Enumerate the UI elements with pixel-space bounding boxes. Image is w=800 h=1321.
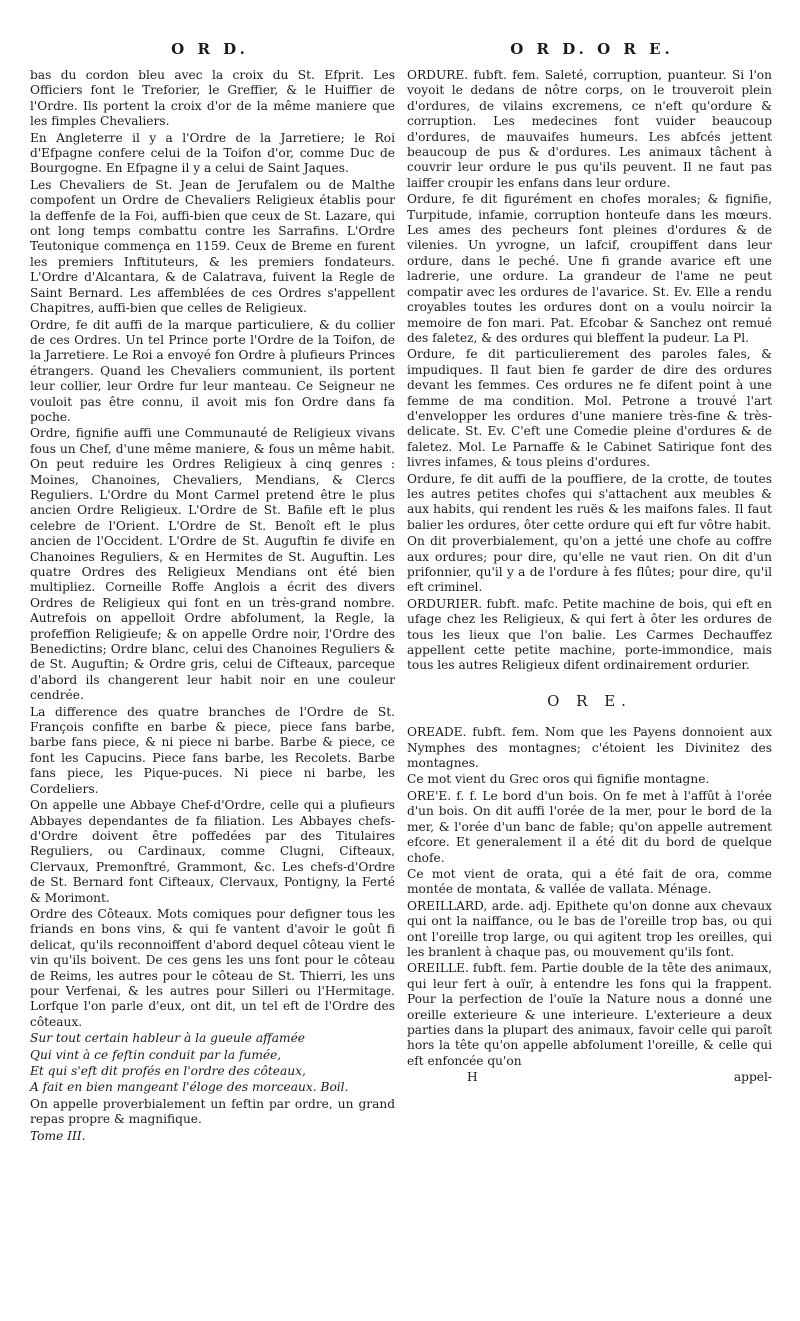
paragraph: ORE'E. f. f. Le bord d'un bois. On fe met à l'affût à l'orée d'un bois. On dit auffi l'orée de la mer, pour le bord de la mer, & l'orée d'un banc de fable; qu'on appelle autrement efcore. Et generalement il a été dit du bord de quelque chofe. xyxy=(407,788,772,865)
paragraph: Ordure, fe dit figurément en chofes morales; & fignifie, Turpitude, infamie, corruption honteufe dans les mœurs. Les ames des pecheurs font pleines d'ordures & de vilenies. Un yvrogne, un lafcif, croupiffent dans leur ordure, dans le peché. Une fi grande avarice eft une ladrerie, une ordure. La grandeur de l'ame ne peut compatir avec les ordures de l'avarice. St. Ev. Elle a rendu croyables toutes les ordures dont on a voulu noircir la memoire de fon mari. Pat. Efcobar & Sanchez ont remué des faletez, & des ordures qui bleffent la pudeur. La Pl. xyxy=(407,192,772,345)
paragraph: Ce mot vient du Grec oros qui fignifie montagne. xyxy=(407,772,710,787)
paragraph: Ordre, fe dit auffi de la marque particuliere, & du collier de ces Ordres. Un tel Prince porte l'Ordre de la Toifon, de la Jarretiere. Le Roi a envoyé fon Ordre à plufieurs Princes étrangers. Quand les Chevaliers communient, ils portent leur collier, leur Ordre fur leur manteau. Ce Seigneur ne vouloit pas être connu, il avoit mis fon Ordre dans fa poche. xyxy=(30,317,395,424)
signature-mark: H xyxy=(467,1070,478,1085)
paragraph: Ordure, fe dit auffi de la pouffiere, de la crotte, de toutes les autres petites chofes qui s'attachent aux meubles & aux habits, qui rendent les ruës & les maifons fales. Il faut balier les ordures, ôter cette ordure qui eft fur vôtre habit. xyxy=(407,471,772,532)
paragraph: Ordure, fe dit particulierement des paroles fales, & impudiques. Il faut bien fe garder de dire des ordures devant les femmes. Ces ordures ne fe difent point à une femme de ma condition. Mol. Petrone a trouvé l'art d'envelopper les ordures d'une maniere très-fine & très-delicate. St. Ev. C'eft une Comedie pleine d'ordures & de faletez. Mol. Le Parnaffe & le Cabinet Satirique font des livres infames, & tous pleins d'ordures. xyxy=(407,347,772,470)
running-headers xyxy=(30,40,772,68)
paragraph: Les Chevaliers de St. Jean de Jerufalem ou de Malthe compofent un Ordre de Chevaliers Religieux établis pour la deffenfe de la Foi, auffi-bien que ceux de St. Lazare, qui ont long temps combattu contre les Sarrafins. L'Ordre Teutonique commença en 1159. Ceux de Breme en furent les premiers Inftituteurs, & les premiers fondateurs. L'Ordre d'Alcantara, & de Calatrava, fuivent la Regle de Saint Bernard. Les affemblées de ces Ordres s'appellent Chapitres, auffi-bien que celles de Religieux. xyxy=(30,177,395,316)
paragraph: OREADE. fubft. fem. Nom que les Payens donnoient aux Nymphes des montagnes; c'étoient les Divinitez des montagnes. xyxy=(407,725,772,771)
verse-line: Sur tout certain hableur à la gueule affamée xyxy=(30,1031,306,1046)
left-column xyxy=(30,68,395,1144)
paragraph: La difference des quatre branches de l'Ordre de St. François confifte en barbe & piece, piece fans barbe, barbe fans piece, & ni piece ni barbe. Barbe & piece, ce font les Capucins. Piece fans barbe, les Recolets. Barbe fans piece, les Pique-puces. Ni piece ni barbe, les Cordeliers. xyxy=(30,704,395,796)
catchword: appel- xyxy=(733,1070,772,1085)
left-footer xyxy=(30,1129,395,1144)
left-running-head: O R D. xyxy=(171,40,249,58)
verse-line: Et qui s'eft dit profés en l'ordre des côteaux, xyxy=(30,1064,306,1078)
paragraph: On appelle proverbialement un feftin par ordre, un grand repas propre & magnifique. xyxy=(30,1096,395,1127)
volume-label: Tome III. xyxy=(30,1128,86,1143)
paragraph: bas du cordon bleu avec la croix du St. Efprit. Les Officiers font le Treforier, le Greffier, & le Huiffier de l'Ordre. Ils portent la croix d'or de la même maniere que les fimples Chevaliers. xyxy=(30,68,395,129)
two-columns xyxy=(30,68,772,1144)
right-column xyxy=(407,68,772,1144)
paragraph: OREILLARD, arde. adj. Epithete qu'on donne aux chevaux qui ont la naiffance, ou le bas de l'oreille trop bas, ou qui ont l'oreille trop large, ou qui agitent trop les oreilles, qui les branlent à chaque pas, ou mouvement qu'ils font. xyxy=(407,898,772,959)
paragraph: Ordre des Côteaux. Mots comiques pour defigner tous les friands en bons vins, & qui fe vantent d'avoir le goût fi delicat, qu'ils reconnoiffent d'abord dequel côteau vient le vin qu'ils boivent. De ces gens les uns font pour le côteau de Reims, les autres pour le côteau de St. Thierri, les uns pour Verfenai, & les autres pour Silleri ou l'Hermitage. Lorfque l'on parle d'eux, ont dit, un tel eft de l'Ordre des côteaux. xyxy=(30,906,395,1029)
verse-line: Qui vint à ce feftin conduit par la fumée, xyxy=(30,1047,282,1062)
verse-quote xyxy=(30,1031,395,1096)
verse-line: A fait en bien mangeant l'éloge des morceaux. Boil. xyxy=(30,1080,349,1095)
paragraph: Ordre, fignifie auffi une Communauté de Religieux vivans fous un Chef, d'une même maniere, & fous un même habit. On peut reduire les Ordres Religieux à cinq genres : Moines, Chanoines, Chevaliers, Mendians, & Clercs Reguliers. L'Ordre du Mont Carmel pretend être le plus ancien Ordre Religieux. L'Ordre de St. Bafile eft le plus celebre de l'Orient. L'Ordre de St. Benoît eft le plus ancien de l'Occident. L'Ordre de St. Auguftin fe divife en Chanoines Reguliers, & en Hermites de St. Auguftin. Les quatre Ordres des Religieux Mendians ont été bien multipliez. Corneille Roffe Anglois a écrit des divers Ordres de Religieux qui font en un très-grand nombre. Autrefois on appelloit Ordre abfolument, la Regle, la profeffion Religieufe; & on appelle Ordre noir, l'Ordre des Benedictins; Ordre blanc, celui des Chanoines Reguliers & de St. Auguftin; & Ordre gris, celui de Cifteaux, parceque d'abord ils changerent leur habit noir en une couleur cendrée. xyxy=(30,426,395,703)
paragraph: ORDURIER. fubft. mafc. Petite machine de bois, qui eft en ufage chez les Religieux, & qui fert à ôter les ordures de tous les lieux que l'on balie. Les Carmes Dechauffez appellent cette petite machine, porte-immondice, mais tous les autres Religieux difent ordinairement ordurier. xyxy=(407,596,772,673)
paragraph: On dit proverbialement, qu'on a jetté une chofe au coffre aux ordures; pour dire, qu'elle ne vaut rien. On dit d'un prifonnier, qu'il y a de l'ordure à fes flûtes; pour dire, qu'il eft criminel. xyxy=(407,534,772,595)
paragraph: En Angleterre il y a l'Ordre de la Jarretiere; le Roi d'Efpagne confere celui de la Toifon d'or, comme Duc de Bourgogne. En Efpagne il y a celui de Saint Jaques. xyxy=(30,130,395,176)
paragraph: ORDURE. fubft. fem. Saleté, corruption, puanteur. Si l'on voyoit le dedans de nôtre corps, on le trouveroit plein d'ordures, de vilains excremens, ce n'eft qu'ordure & corruption. Les medecines font vuider beaucoup d'ordures, de mauvaifes humeurs. Les abfcés jettent beaucoup de pus & d'ordures. Les animaux tâchent à couvrir leur ordure le pus qu'ils peuvent. Il ne faut pas laiffer croupir les enfans dans leur ordure. xyxy=(407,68,772,190)
paragraph: Ce mot vient de orata, qui a été fait de ora, comme montée de montata, & vallée de vallata. Ménage. xyxy=(407,866,772,897)
section-heading: O R E. xyxy=(547,691,632,710)
right-running-head: O R D. O R E. xyxy=(510,40,674,58)
right-footer xyxy=(407,1070,772,1085)
paragraph: OREILLE. fubft. fem. Partie double de la tête des animaux, qui leur fert à ouïr, à entendre les fons qui la frappent. Pour la perfection de l'ouïe la Nature nous a donné une oreille exterieure & une interieure. L'exterieure a deux parties dans la plupart des animaux, favoir celle qui paroît hors la tête qu'on appelle abfolument l'oreille, & celle qui eft enfoncée qu'on xyxy=(407,961,772,1068)
paragraph: On appelle une Abbaye Chef-d'Ordre, celle qui a plufieurs Abbayes dependantes de fa filiation. Les Abbayes chefs-d'Ordre doivent être poffedées par des Titulaires Reguliers, ou Cardinaux, comme Clugni, Cifteaux, Clervaux, Premonftré, Grammont, &c. Les chefs-d'Ordre de St. Bernard font Cifteaux, Clervaux, Pontigny, la Ferté & Morimont. xyxy=(30,798,395,905)
